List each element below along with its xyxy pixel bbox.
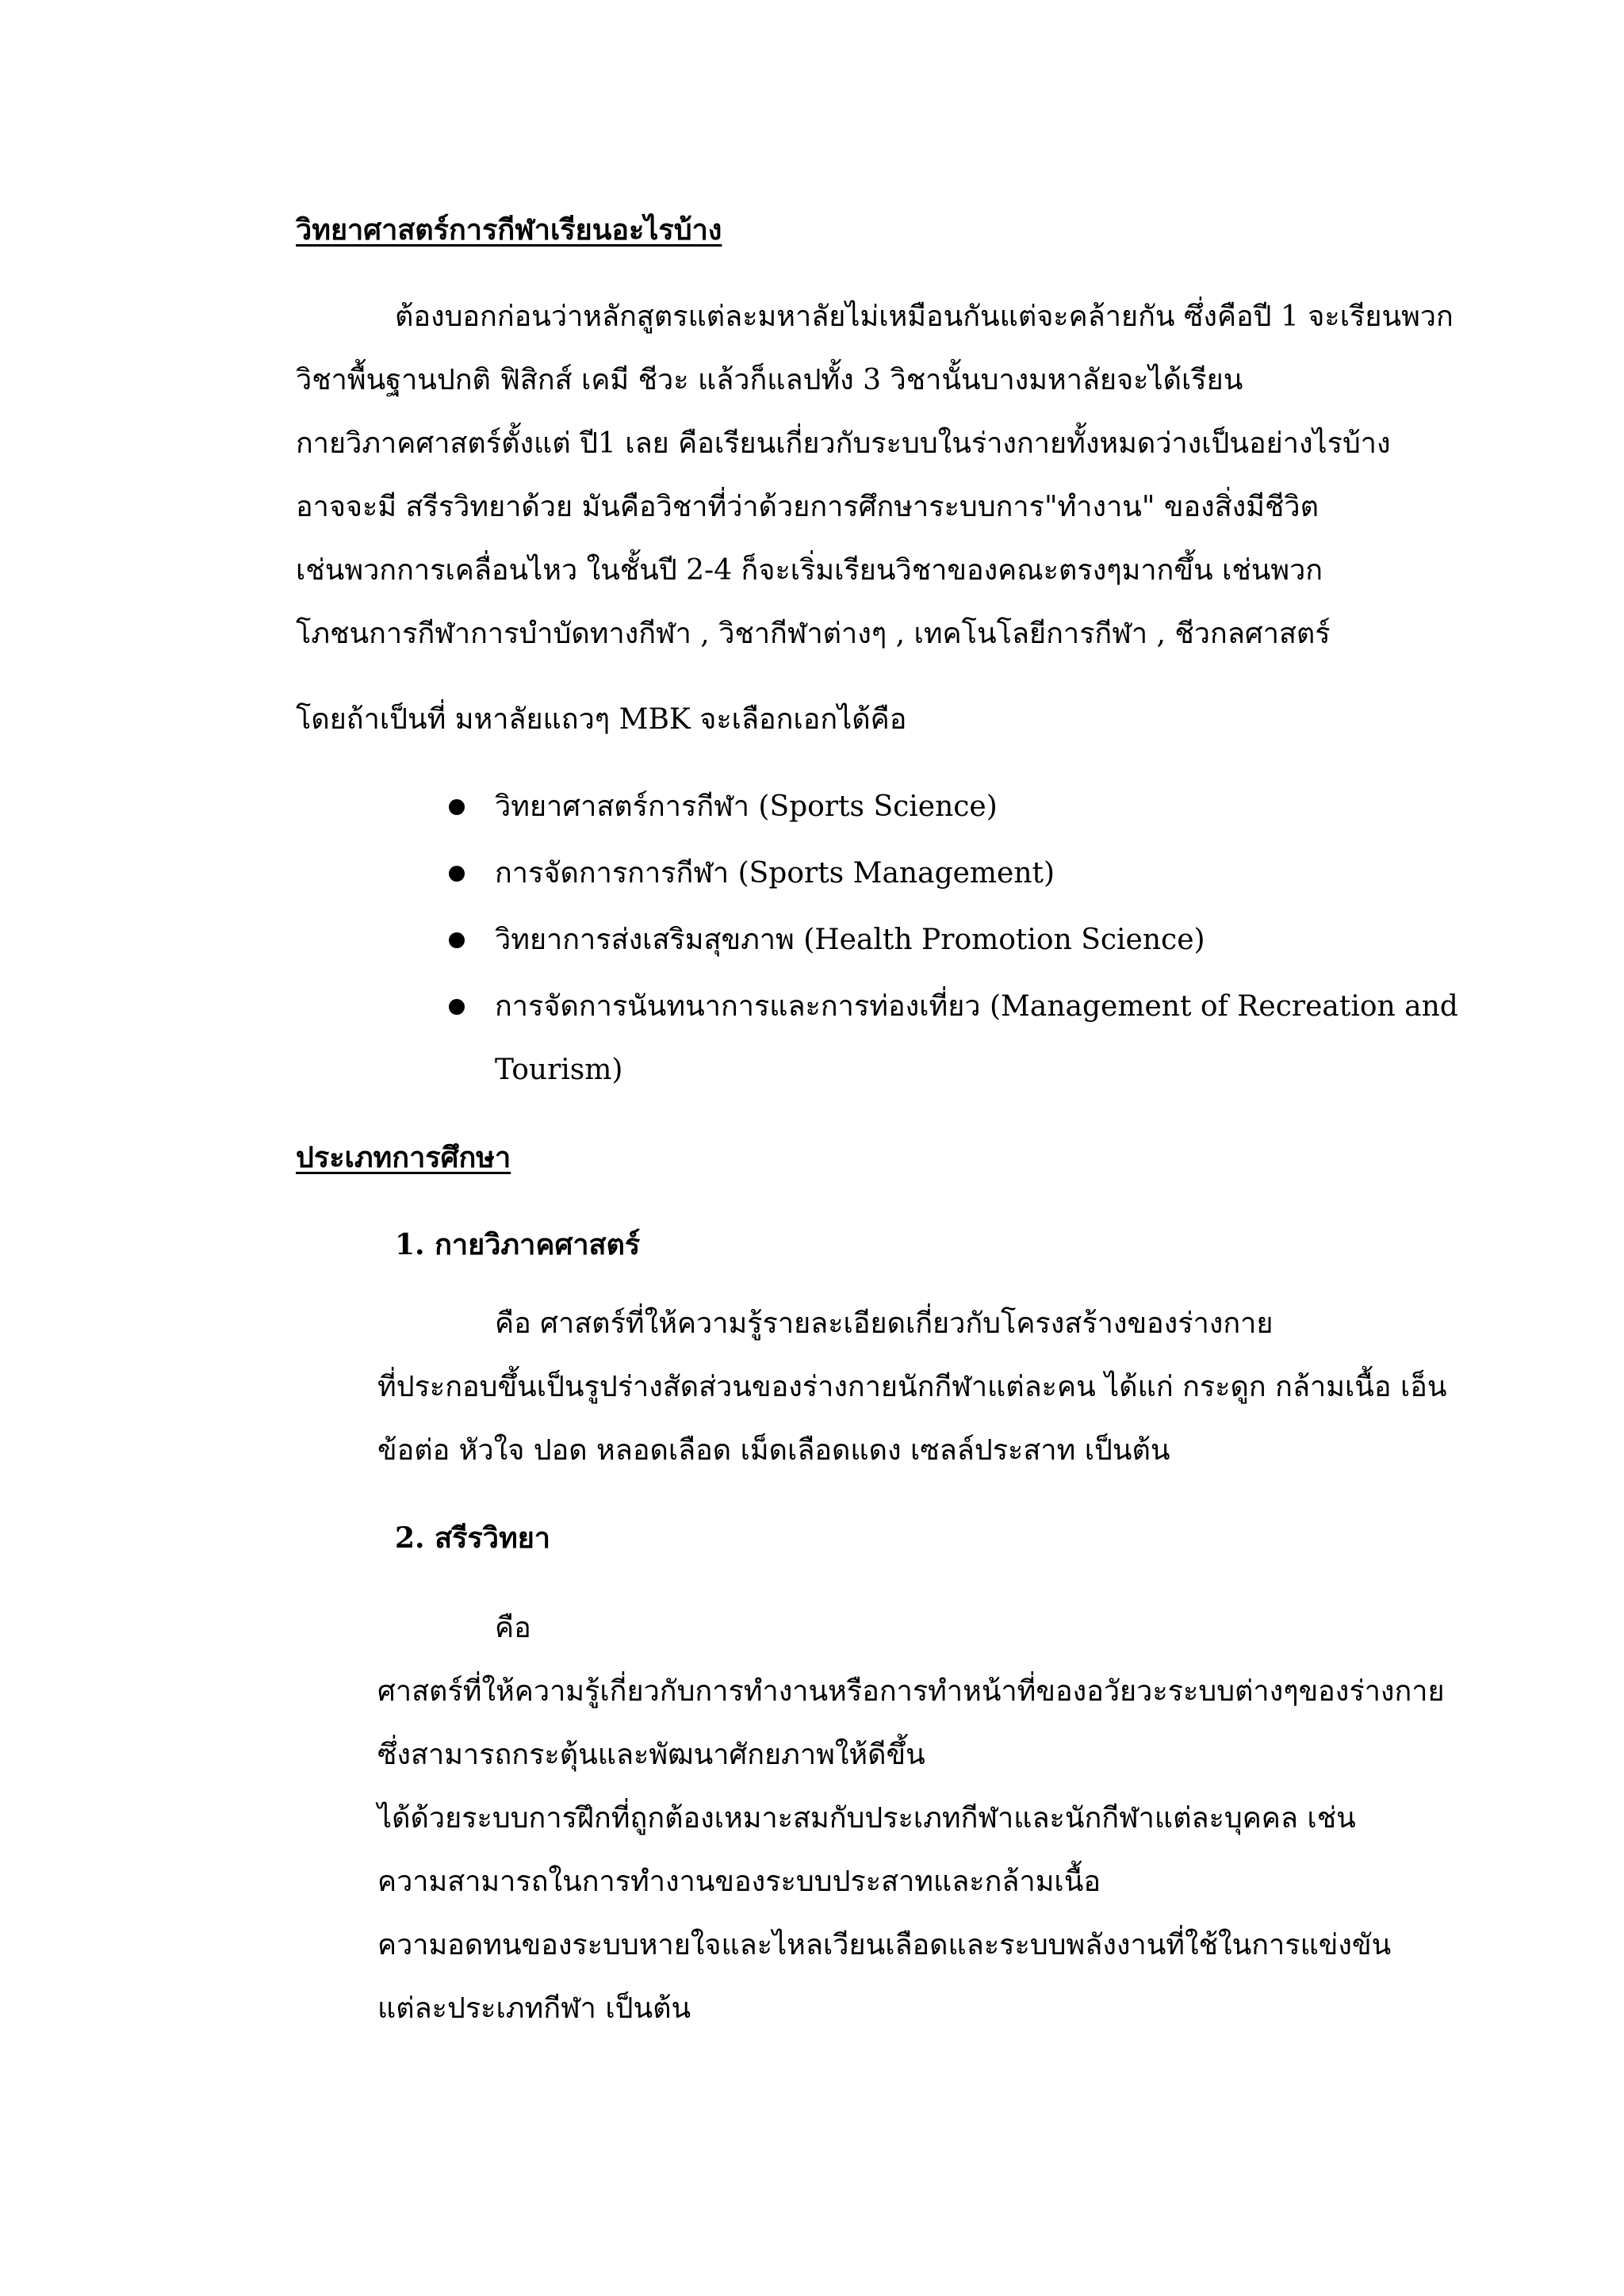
paragraph-line: ได้ด้วยระบบการฝึกที่ถูกต้องเหมาะสมกับประเภทกีฬาและนักกีฬาแต่ละบุคคล เช่น: [377, 1802, 1356, 1835]
list-item-continuation: Tourism): [495, 1054, 623, 1086]
paragraph-line: ซึ่งสามารถกระตุ้นและพัฒนาศักยภาพให้ดีขึ้น: [377, 1739, 925, 1771]
paragraph-line: แต่ละประเภทกีฬา เป็นต้น: [377, 1992, 691, 2025]
paragraph-line: คือ: [495, 1612, 531, 1644]
paragraph-line: ความอดทนของระบบหายใจและไหลเวียนเลือดและระบบพลังงานที่ใช้ในการแข่งขัน: [377, 1929, 1392, 1961]
paragraph-line: ที่ประกอบขึ้นเป็นรูปร่างสัดส่วนของร่างกายนักกีฬาแต่ละคน ได้แก่ กระดูก กล้ามเนื้อ เอ็น: [377, 1371, 1447, 1403]
paragraph-line: ข้อต่อ หัวใจ ปอด หลอดเลือด เม็ดเลือดแดง เซลล์ประสาท เป็นต้น: [377, 1434, 1170, 1467]
majors-intro: โดยถ้าเป็นที่ มหาลัยแถวๆ MBK จะเลือกเอกได้คือ: [296, 703, 907, 736]
bullet-icon: [449, 866, 465, 882]
paragraph-line: โภชนการกีฬาการบำบัดทางกีฬา , วิชากีฬาต่างๆ , เทคโนโลยีการกีฬา , ชีวกลศาสตร์: [296, 618, 1331, 650]
paragraph-line: คือ ศาสตร์ที่ให้ความรู้รายละเอียดเกี่ยวกับโครงสร้างของร่างกาย: [495, 1307, 1274, 1340]
section-title-study-types: ประเภทการศึกษา: [296, 1141, 511, 1174]
subheading-physiology: 2. สรีรวิทยา: [395, 1521, 551, 1555]
bullet-icon: [449, 932, 465, 948]
list-item-label: วิทยาการส่งเสริมสุขภาพ (Health Promotion Science): [495, 924, 1205, 956]
paragraph-line: ความสามารถในการทำงานของระบบประสาทและกล้ามเนื้อ: [377, 1866, 1101, 1898]
paragraph-line: อาจจะมี สรีรวิทยาด้วย มันคือวิชาที่ว่าด้วยการศึกษาระบบการ"ทำงาน" ของสิ่งมีชีวิต: [296, 491, 1320, 523]
paragraph-line: วิชาพื้นฐานปกติ ฟิสิกส์ เคมี ชีวะ แล้วก็แลปทั้ง 3 วิชานั้นบางมหาลัยจะได้เรียน: [296, 364, 1243, 396]
paragraph-line: เช่นพวกการเคลื่อนไหว ในชั้นปี 2-4 ก็จะเริ่มเรียนวิชาของคณะตรงๆมากขึ้น เช่นพวก: [296, 554, 1323, 587]
paragraph-line: ต้องบอกก่อนว่าหลักสูตรแต่ละมหาลัยไม่เหมือนกันแต่จะคล้ายกัน ซึ่งคือปี 1 จะเรียนพวก: [395, 300, 1454, 333]
list-item-label: การจัดการการกีฬา (Sports Management): [495, 857, 1055, 890]
list-item-label: วิทยาศาสตร์การกีฬา (Sports Science): [495, 790, 998, 823]
paragraph-line: ศาสตร์ที่ให้ความรู้เกี่ยวกับการทำงานหรือการทำหน้าที่ของอวัยวะระบบต่างๆของร่างกาย: [377, 1675, 1445, 1708]
paragraph-line: กายวิภาคศาสตร์ตั้งแต่ ปี1 เลย คือเรียนเกี่ยวกับระบบในร่างกายทั้งหมดว่างเป็นอย่างไรบ้าง: [296, 427, 1391, 460]
section-title-sports-science: วิทยาศาสตร์การกีฬาเรียนอะไรบ้าง: [296, 213, 722, 247]
bullet-icon: [449, 799, 465, 815]
list-item-label: การจัดการนันทนาการและการท่องเที่ยว (Management of Recreation and: [495, 990, 1458, 1023]
subheading-anatomy: 1. กายวิภาคศาสตร์: [395, 1228, 641, 1261]
bullet-icon: [449, 999, 465, 1015]
